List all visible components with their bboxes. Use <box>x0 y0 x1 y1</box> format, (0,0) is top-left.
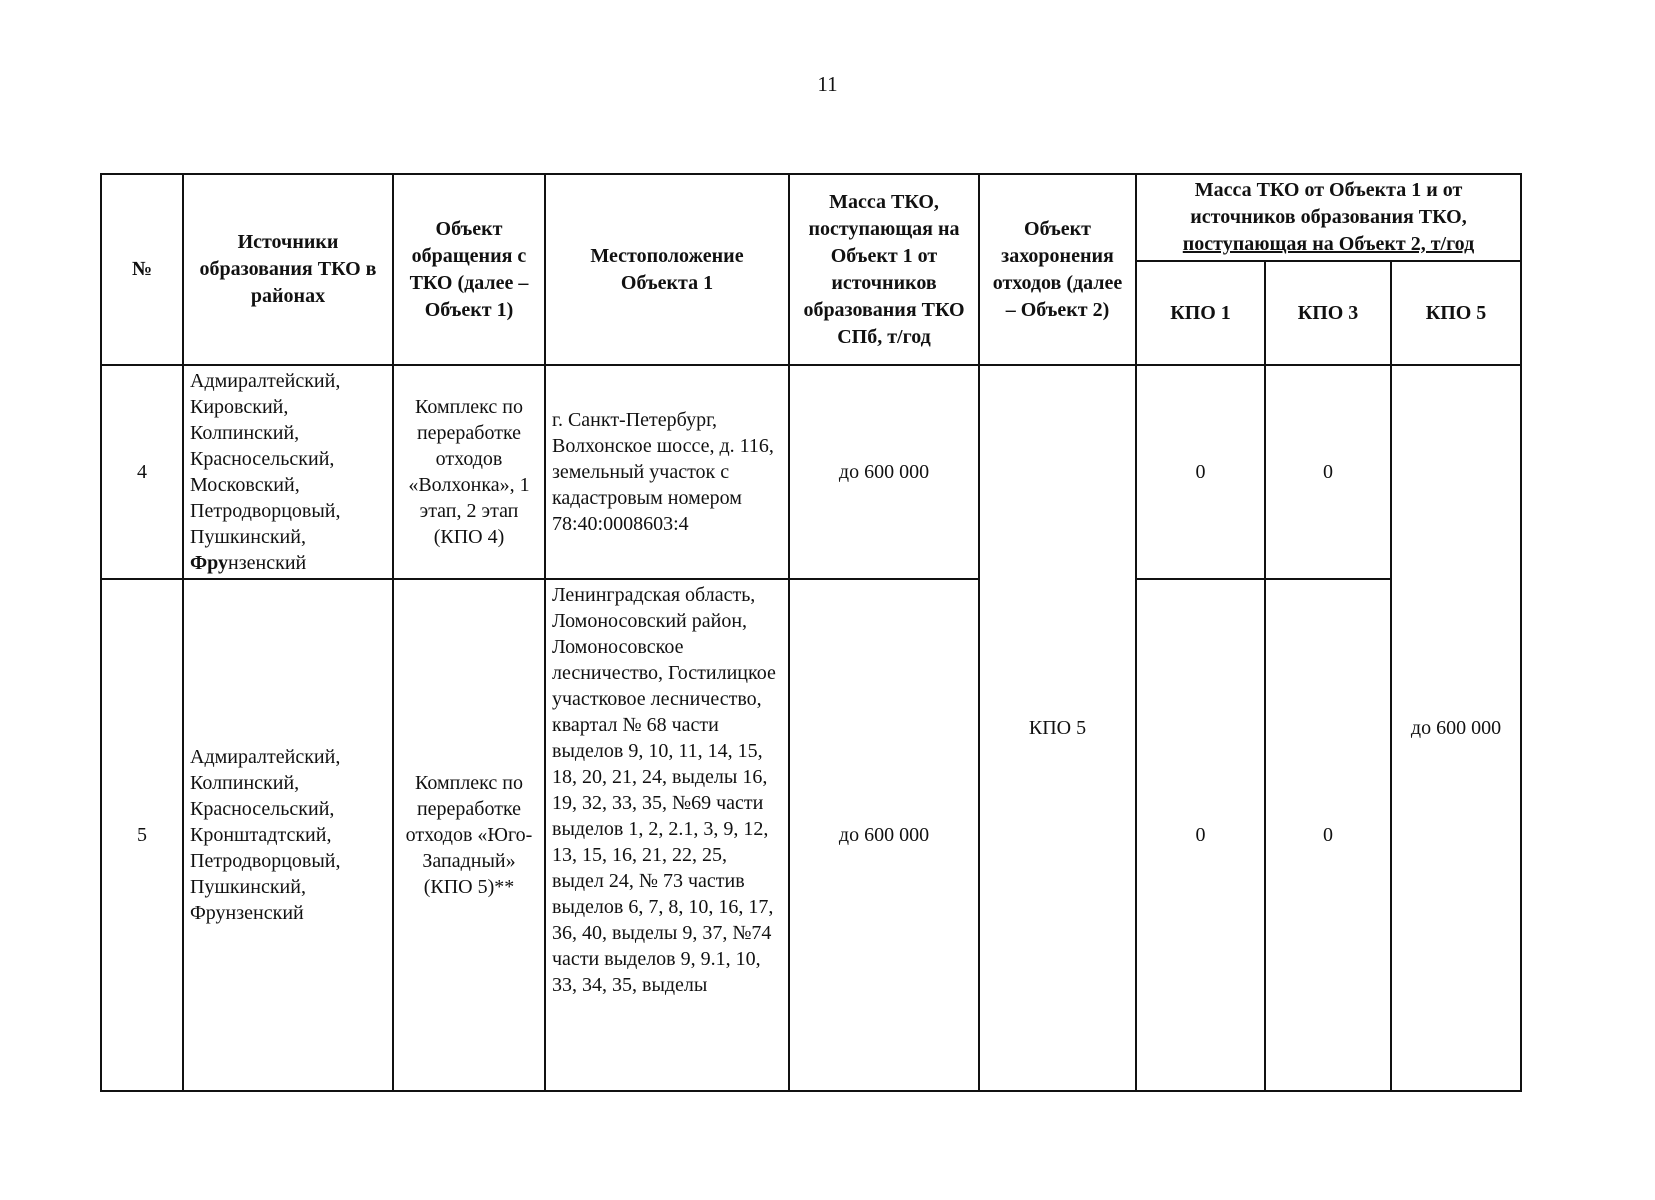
row-location: Ленинградская область, Ломоносовский район, Ломоносовское лесничество, Гостилицкое участковое лесничество, квартал № 68 части выделов 9, 10, 11, 14, 15, 18, 20, 21, 24, выделы 16, 19, 32, 33, 35, №69 части выделов 1, 2, 2.1, 3, 9, 12, 13, 15, 16, 21, 22, 25, выдел 24, № 73 частив выделов 6, 7, 8, 10, 16, 17, 36, 40, выделы 9, 37, №74 части выделов 9, 9.1, 10, 33, 34, 35, выделы <box>545 579 789 1091</box>
source-district: Кировский, <box>190 396 289 418</box>
row-object1: Комплекс по переработке отходов «Волхонка», 1 этап, 2 этап (КПО 4) <box>393 365 545 579</box>
header-mass-object1: Масса ТКО, поступающая на Объект 1 от источников образования ТКО СПб, т/год <box>789 174 979 365</box>
table-row <box>101 579 1521 1091</box>
row-location: г. Санкт-Петербург, Волхонское шоссе, д. 116, земельный участок с кадастровым номером 78:40:0008603:4 <box>545 365 789 579</box>
kpo5-shared: до 600 000 <box>1391 365 1521 1091</box>
source-district: Петродворцовый, <box>190 850 341 872</box>
source-district: Петродворцовый, <box>190 500 341 522</box>
header-num: № <box>101 174 183 365</box>
header-sources: Источники образования ТКО в районах <box>183 174 393 365</box>
header-mass-object2-line1: Масса ТКО от Объекта 1 и от источников образования ТКО, <box>1190 179 1467 228</box>
header-object2: Объект захоронения отходов (далее – Объект 2) <box>979 174 1136 365</box>
source-district: Красносельский, <box>190 448 335 470</box>
source-district: Кронштадтский, <box>190 824 332 846</box>
object2-shared: КПО 5 <box>979 365 1136 1091</box>
table-row <box>101 365 1521 579</box>
row-num: 4 <box>101 365 183 579</box>
row-object1: Комплекс по переработке отходов «Юго-Западный» (КПО 5)** <box>393 579 545 1091</box>
waste-flow-table <box>100 173 1522 1092</box>
source-district: Адмиралтейский, <box>190 370 341 392</box>
header-row <box>101 174 1521 261</box>
source-district: Красносельский, <box>190 798 335 820</box>
row-mass-object1: до 600 000 <box>789 365 979 579</box>
source-district: Фрунзенский <box>190 902 304 924</box>
source-district: Колпинский, <box>190 422 300 444</box>
header-kpo1: КПО 1 <box>1136 261 1265 365</box>
row-kpo1: 0 <box>1136 365 1265 579</box>
source-district-rest: нзенский <box>228 552 307 574</box>
header-object1: Объект обращения с ТКО (далее – Объект 1) <box>393 174 545 365</box>
page-number: 11 <box>817 72 838 96</box>
source-district: Пушкинский, <box>190 876 306 898</box>
source-district: Московский, <box>190 474 300 496</box>
header-mass-object2-line2: поступающая на Объект 2, т/год <box>1182 233 1475 255</box>
row-sources <box>183 579 393 1091</box>
source-district-bold: Фру <box>190 552 229 574</box>
source-district: Колпинский, <box>190 772 300 794</box>
row-mass-object1: до 600 000 <box>789 579 979 1091</box>
header-mass-object2 <box>1136 174 1521 261</box>
source-district: Адмиралтейский, <box>190 746 341 768</box>
row-sources <box>183 365 393 579</box>
row-kpo1: 0 <box>1136 579 1265 1091</box>
header-kpo3: КПО 3 <box>1265 261 1391 365</box>
row-kpo3: 0 <box>1265 579 1391 1091</box>
row-kpo3: 0 <box>1265 365 1391 579</box>
header-location: Местоположение Объекта 1 <box>545 174 789 365</box>
row-num: 5 <box>101 579 183 1091</box>
source-district: Пушкинский, <box>190 526 306 548</box>
header-kpo5: КПО 5 <box>1391 261 1521 365</box>
